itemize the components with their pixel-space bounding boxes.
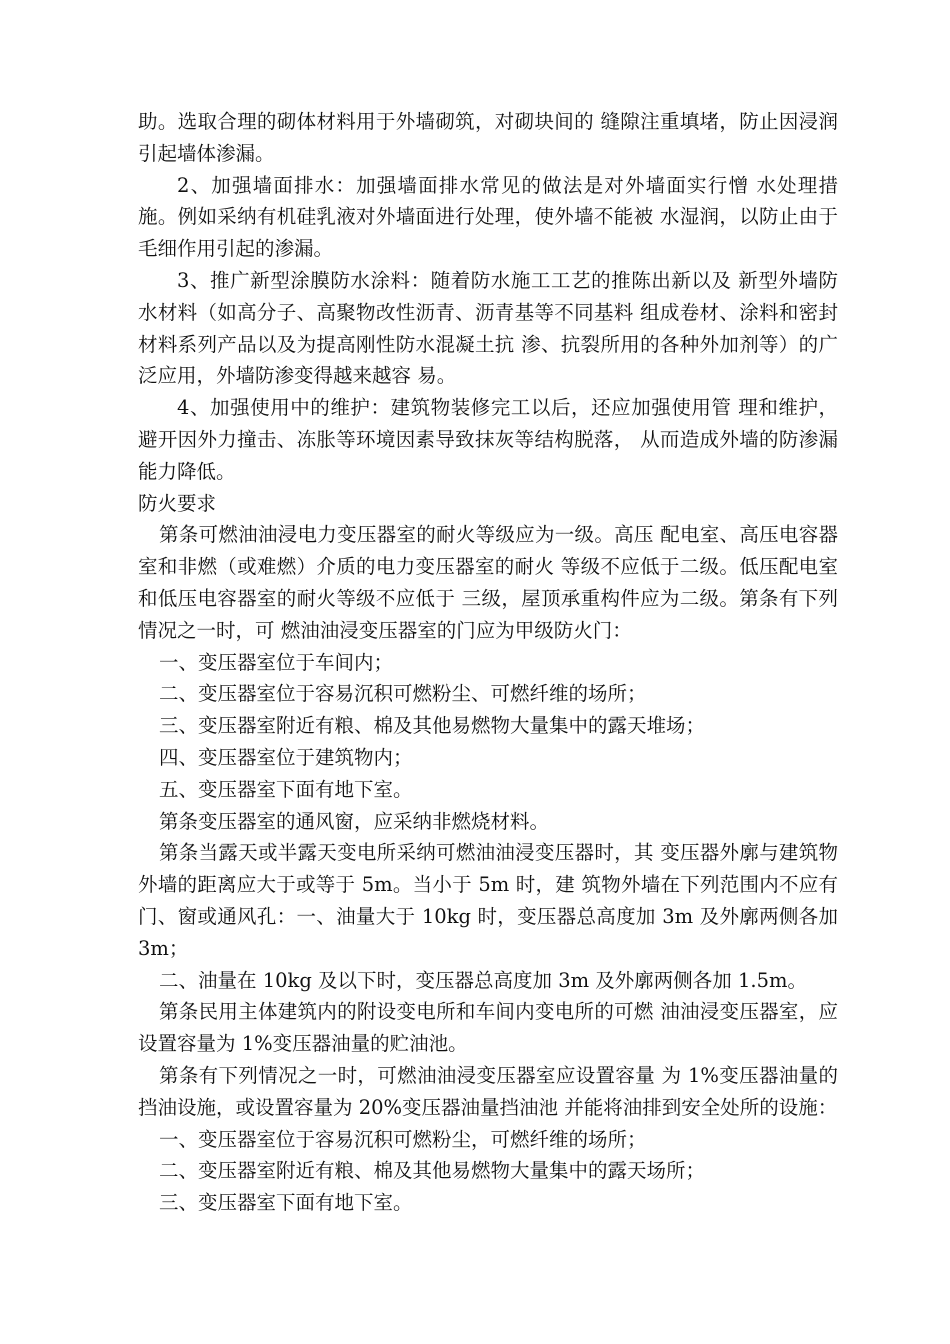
- list-item: 一、变压器室位于车间内；: [159, 650, 394, 674]
- list-item: 五、变压器室下面有地下室。: [159, 777, 413, 801]
- list-item: 三、变压器室附近有粮、棉及其他易燃物大量集中的露天堆场；: [159, 714, 706, 738]
- list-item: 一、变压器室位于容易沉积可燃粉尘，可燃纤维的场所；: [159, 1127, 647, 1151]
- paragraph-continuation: 助。选取合理的砌体材料用于外墙砌筑，对砌块间的 缝隙注重填堵，防止因浸润引起墙体渗漏。: [138, 110, 838, 165]
- paragraph-outdoor-substation: 第条当露天或半露天变电所采纳可燃油油浸变压器时，其 变压器外廓与建筑物外墙的距离应大于或等于 5m。当小于 5m 时，建 筑物外墙在下列范围内不应有门、窗或通风孔：一、油量大于 10kg 时，变压器总高度加 3m 及外廓两侧各加 3m；: [138, 841, 838, 960]
- paragraph-fire-rating: 第条可燃油油浸电力变压器室的耐火等级应为一级。高压 配电室、高压电容器室和非燃（或难燃）介质的电力变压器室的耐火 等级不应低于二级。低压配电室和低压电容器室的耐火等级不应低于 三级，屋顶承重构件应为二级。第条有下列情况之一时，可 燃油油浸变压器室的门应为甲级防火门：: [138, 523, 838, 642]
- list-item: 二、变压器室位于容易沉积可燃粉尘、可燃纤维的场所；: [159, 682, 647, 706]
- paragraph-oil-quantity: 二、油量在 10kg 及以下时，变压器总高度加 3m 及外廓两侧各加 1.5m。: [159, 968, 808, 992]
- list-item: 二、变压器室附近有粮、棉及其他易燃物大量集中的露天场所；: [159, 1159, 706, 1183]
- paragraph-wall-drainage: 2、加强墙面排水：加强墙面排水常见的做法是对外墙面实行憎 水处理措施。例如采纳有机硅乳液对外墙面进行处理，使外墙不能被 水湿润，以防止由于毛细作用引起的渗漏。: [138, 173, 838, 261]
- paragraph-ventilation-window: 第条变压器室的通风窗，应采纳非燃烧材料。: [159, 809, 550, 833]
- paragraph-oil-storage-pit: 第条民用主体建筑内的附设变电所和车间内变电所的可燃 油油浸变压器室，应设置容量为 1%变压器油量的贮油池。: [138, 1000, 838, 1056]
- paragraph-waterproof-coating: 3、推广新型涂膜防水涂料：随着防水施工工艺的推陈出新以及 新型外墙防水材料（如高分子、高聚物改性沥青、沥青基等不同基料 组成卷材、涂料和密封材料系列产品以及为提高刚性防水混凝土抗 渗、抗裂所用的各种外加剂等）的广泛应用，外墙防渗变得越来越容 易。: [138, 268, 838, 388]
- section-heading-fire-requirements: 防火要求: [138, 491, 217, 515]
- paragraph-oil-retaining-facility: 第条有下列情况之一时，可燃油油浸变压器室应设置容量 为 1%变压器油量的挡油设施，或设置容量为 20%变压器油量挡油池 并能将油排到安全处所的设施：: [138, 1063, 838, 1119]
- paragraph-maintenance: 4、加强使用中的维护：建筑物装修完工以后，还应加强使用管 理和维护，避开因外力撞击、冻胀等环境因素导致抹灰等结构脱落， 从而造成外墙的防渗漏能力降低。: [138, 396, 838, 483]
- list-item: 三、变压器室下面有地下室。: [159, 1191, 413, 1215]
- list-item: 四、变压器室位于建筑物内；: [159, 745, 413, 769]
- document-body: [138, 106, 838, 1219]
